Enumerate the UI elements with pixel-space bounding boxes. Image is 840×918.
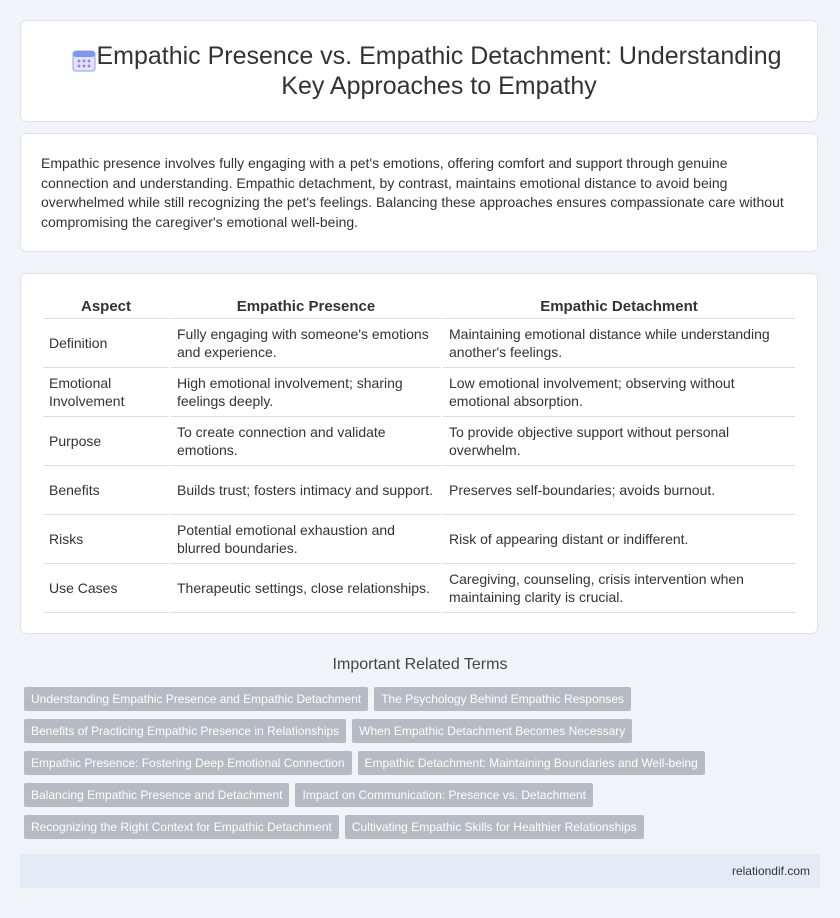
table-row bbox=[43, 564, 795, 613]
related-term-tag[interactable]: Cultivating Empathic Skills for Healthier Relationships bbox=[345, 815, 644, 839]
aspect-cell: Emotional Involvement bbox=[43, 368, 169, 417]
detachment-cell: To provide objective support without personal overwhelm. bbox=[443, 417, 795, 466]
header-empathic-detachment: Empathic Detachment bbox=[443, 294, 795, 319]
comparison-card bbox=[20, 273, 818, 634]
related-term-tag[interactable]: The Psychology Behind Empathic Responses bbox=[374, 687, 631, 711]
detachment-cell: Preserves self-boundaries; avoids burnout. bbox=[443, 466, 795, 515]
presence-cell: Potential emotional exhaustion and blurred boundaries. bbox=[171, 515, 441, 564]
detachment-cell: Low emotional involvement; observing without emotional absorption. bbox=[443, 368, 795, 417]
tag-row bbox=[24, 719, 814, 743]
detachment-cell: Maintaining emotional distance while understanding another's feelings. bbox=[443, 319, 795, 368]
tag-row bbox=[24, 751, 814, 775]
table-row bbox=[43, 466, 795, 515]
related-terms-heading: Important Related Terms bbox=[332, 656, 508, 673]
related-term-tag[interactable]: Impact on Communication: Presence vs. Detachment bbox=[295, 783, 592, 807]
aspect-cell: Definition bbox=[43, 319, 169, 368]
intro-paragraph: Empathic presence involves fully engaging with a pet's emotions, offering comfort and support through genuine connection and understanding. Empathic detachment, by contrast, maintains emotional distance to avoid being overwhelmed while still recognizing the pet's feelings. Balancing these approaches ensures compassionate care without compromising the caregiver's emotional well-being. bbox=[41, 155, 784, 230]
related-term-tag[interactable]: Empathic Presence: Fostering Deep Emotional Connection bbox=[24, 751, 352, 775]
header-empathic-presence: Empathic Presence bbox=[171, 294, 441, 319]
page-title: Empathic Presence vs. Empathic Detachment: Understanding Key Approaches to Empathy bbox=[96, 42, 782, 100]
tag-row bbox=[24, 783, 814, 807]
intro-card bbox=[20, 133, 818, 252]
table-row bbox=[43, 368, 795, 417]
footer-site-link[interactable]: relationdif.com bbox=[731, 864, 810, 878]
aspect-cell: Purpose bbox=[43, 417, 169, 466]
aspect-cell: Benefits bbox=[43, 466, 169, 515]
presence-cell: High emotional involvement; sharing feelings deeply. bbox=[171, 368, 441, 417]
presence-cell: Fully engaging with someone's emotions and experience. bbox=[171, 319, 441, 368]
detachment-cell: Caregiving, counseling, crisis intervention when maintaining clarity is crucial. bbox=[443, 564, 795, 613]
related-term-tag[interactable]: Empathic Detachment: Maintaining Boundaries and Well-being bbox=[358, 751, 705, 775]
aspect-cell: Use Cases bbox=[43, 564, 169, 613]
tag-row bbox=[24, 815, 814, 839]
detachment-cell: Risk of appearing distant or indifferent. bbox=[443, 515, 795, 564]
related-terms-list bbox=[24, 687, 814, 847]
table-header-row bbox=[43, 294, 795, 319]
comparison-table bbox=[41, 294, 797, 613]
table-row bbox=[43, 319, 795, 368]
presence-cell: Builds trust; fosters intimacy and support. bbox=[171, 466, 441, 515]
presence-cell: Therapeutic settings, close relationships. bbox=[171, 564, 441, 613]
related-term-tag[interactable]: Balancing Empathic Presence and Detachment bbox=[24, 783, 289, 807]
tag-row bbox=[24, 687, 814, 711]
related-term-tag[interactable]: Understanding Empathic Presence and Empathic Detachment bbox=[24, 687, 368, 711]
table-row bbox=[43, 515, 795, 564]
footer bbox=[20, 854, 820, 888]
related-term-tag[interactable]: Benefits of Practicing Empathic Presence in Relationships bbox=[24, 719, 346, 743]
related-term-tag[interactable]: Recognizing the Right Context for Empathic Detachment bbox=[24, 815, 339, 839]
header-aspect: Aspect bbox=[43, 294, 169, 319]
title-card bbox=[20, 20, 818, 122]
table-row bbox=[43, 417, 795, 466]
presence-cell: To create connection and validate emotions. bbox=[171, 417, 441, 466]
title-wrap bbox=[61, 41, 797, 101]
aspect-cell: Risks bbox=[43, 515, 169, 564]
calendar-icon bbox=[71, 47, 97, 73]
related-term-tag[interactable]: When Empathic Detachment Becomes Necessary bbox=[352, 719, 632, 743]
